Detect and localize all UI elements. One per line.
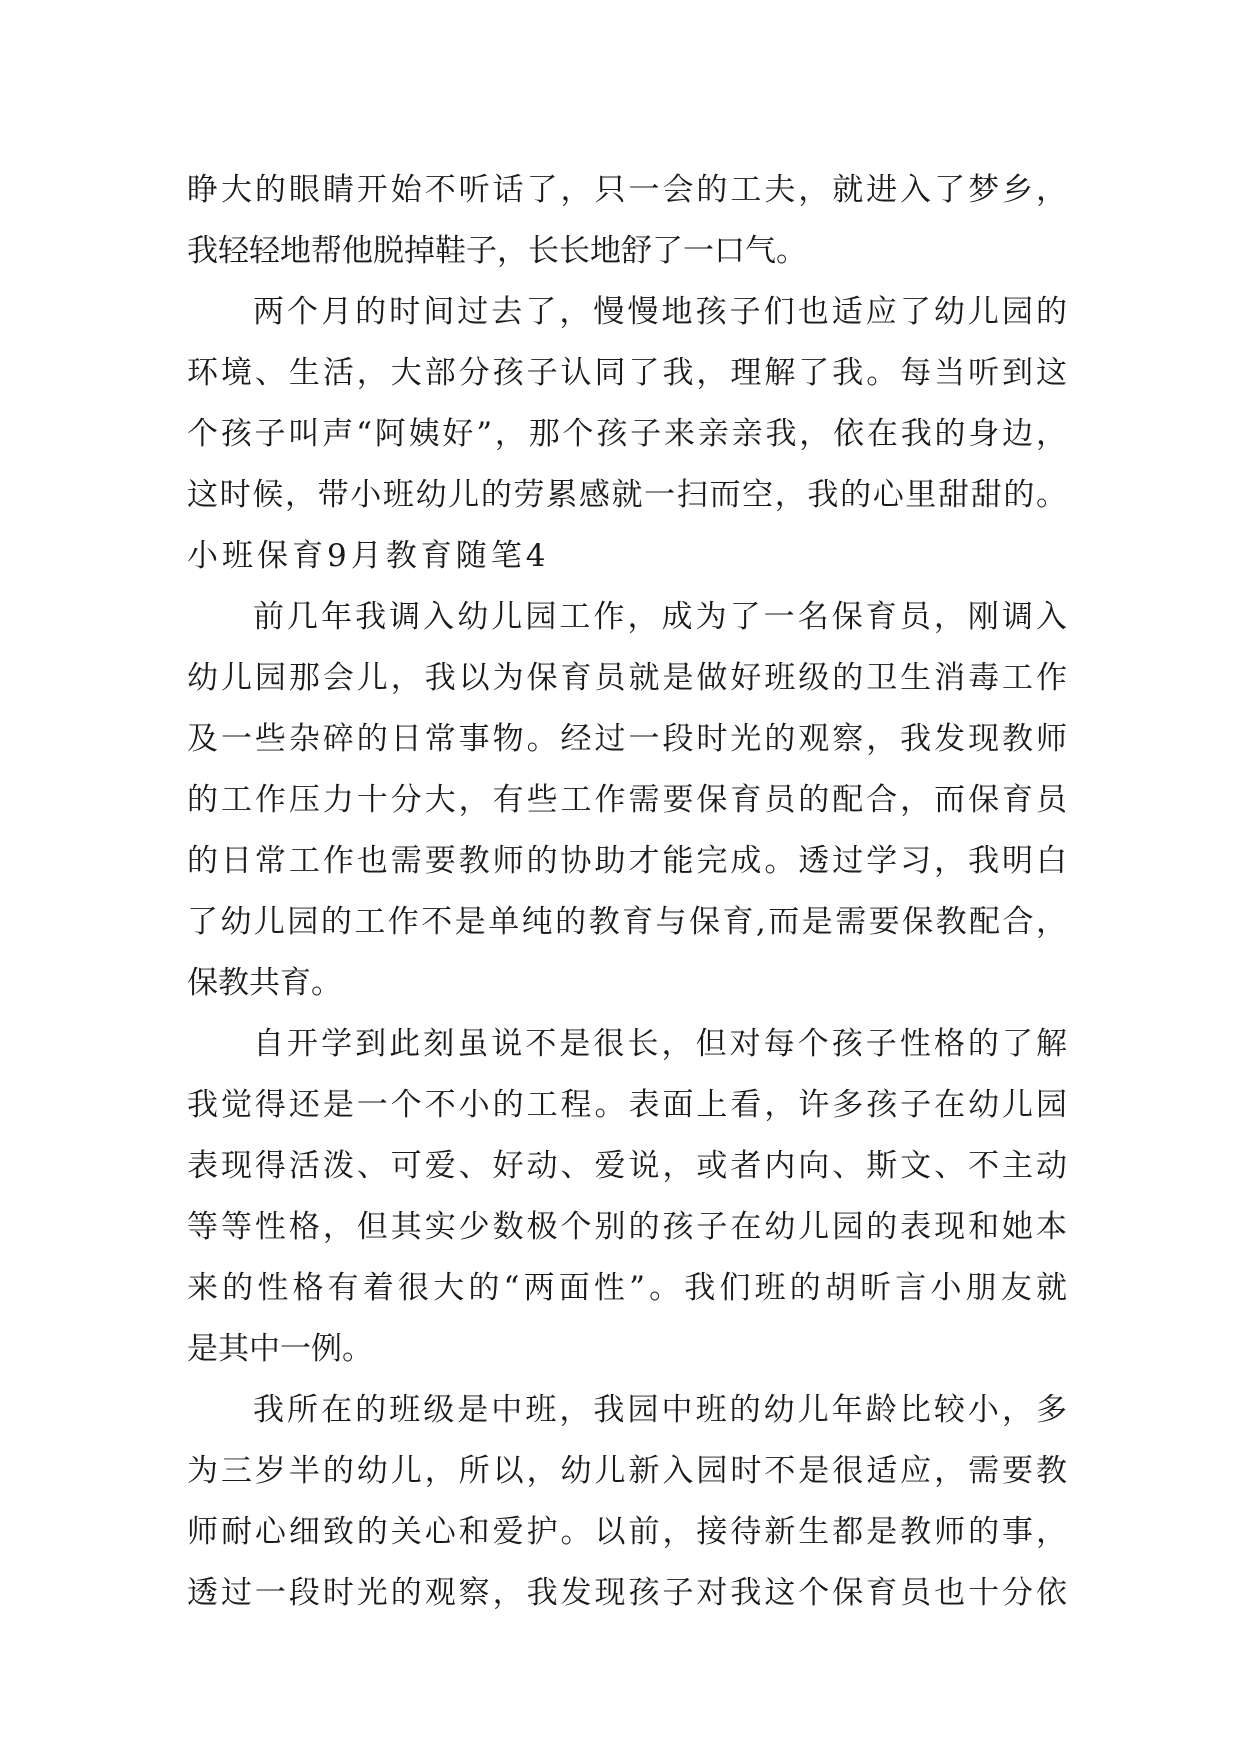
text-line: 个孩子叫声“阿姨好”，那个孩子来亲亲我，依在我的身边，: [187, 416, 1067, 452]
text-line: 及一些杂碎的日常事物。经过一段时光的观察，我发现教师: [187, 721, 1067, 757]
text-line: 的日常工作也需要教师的协助才能完成。透过学习，我明白: [187, 843, 1067, 879]
text-line: 睁大的眼睛开始不听话了，只一会的工夫，就进入了梦乡，: [187, 172, 1067, 208]
text-line: 幼儿园那会儿，我以为保育员就是做好班级的卫生消毒工作: [187, 660, 1067, 696]
text-line: 是其中一例。: [187, 1331, 373, 1367]
text-line: 保教共育。: [187, 965, 342, 1001]
text-line: 师耐心细致的关心和爱护。以前，接待新生都是教师的事，: [187, 1514, 1067, 1550]
paragraph-first-line: 自开学到此刻虽说不是很长，但对每个孩子性格的了解: [253, 1026, 1067, 1062]
paragraph-first-line: 我所在的班级是中班，我园中班的幼儿年龄比较小，多: [253, 1392, 1067, 1428]
text-line: 我觉得还是一个不小的工程。表面上看，许多孩子在幼儿园: [187, 1087, 1067, 1123]
document-body: [187, 160, 1067, 1624]
text-line: 的工作压力十分大，有些工作需要保育员的配合，而保育员: [187, 782, 1067, 818]
section-heading: 小班保育9月教育随笔4: [187, 538, 550, 574]
text-line: 来的性格有着很大的“两面性”。我们班的胡昕言小朋友就: [187, 1270, 1067, 1306]
text-line: 我轻轻地帮他脱掉鞋子，长长地舒了一口气。: [187, 233, 807, 269]
paragraph-first-line: 两个月的时间过去了，慢慢地孩子们也适应了幼儿园的: [253, 294, 1067, 330]
text-line: 等等性格，但其实少数极个别的孩子在幼儿园的表现和她本: [187, 1209, 1067, 1245]
text-line: 透过一段时光的观察，我发现孩子对我这个保育员也十分依: [187, 1575, 1067, 1611]
text-line: 了幼儿园的工作不是单纯的教育与保育,而是需要保教配合，: [187, 904, 1067, 940]
text-line: 表现得活泼、可爱、好动、爱说，或者内向、斯文、不主动: [187, 1148, 1067, 1184]
text-line: 环境、生活，大部分孩子认同了我，理解了我。每当听到这: [187, 355, 1067, 391]
paragraph-first-line: 前几年我调入幼儿园工作，成为了一名保育员，刚调入: [253, 599, 1067, 635]
text-line: 为三岁半的幼儿，所以，幼儿新入园时不是很适应，需要教: [187, 1453, 1067, 1489]
text-line: 这时候，带小班幼儿的劳累感就一扫而空，我的心里甜甜的。: [187, 477, 1067, 513]
